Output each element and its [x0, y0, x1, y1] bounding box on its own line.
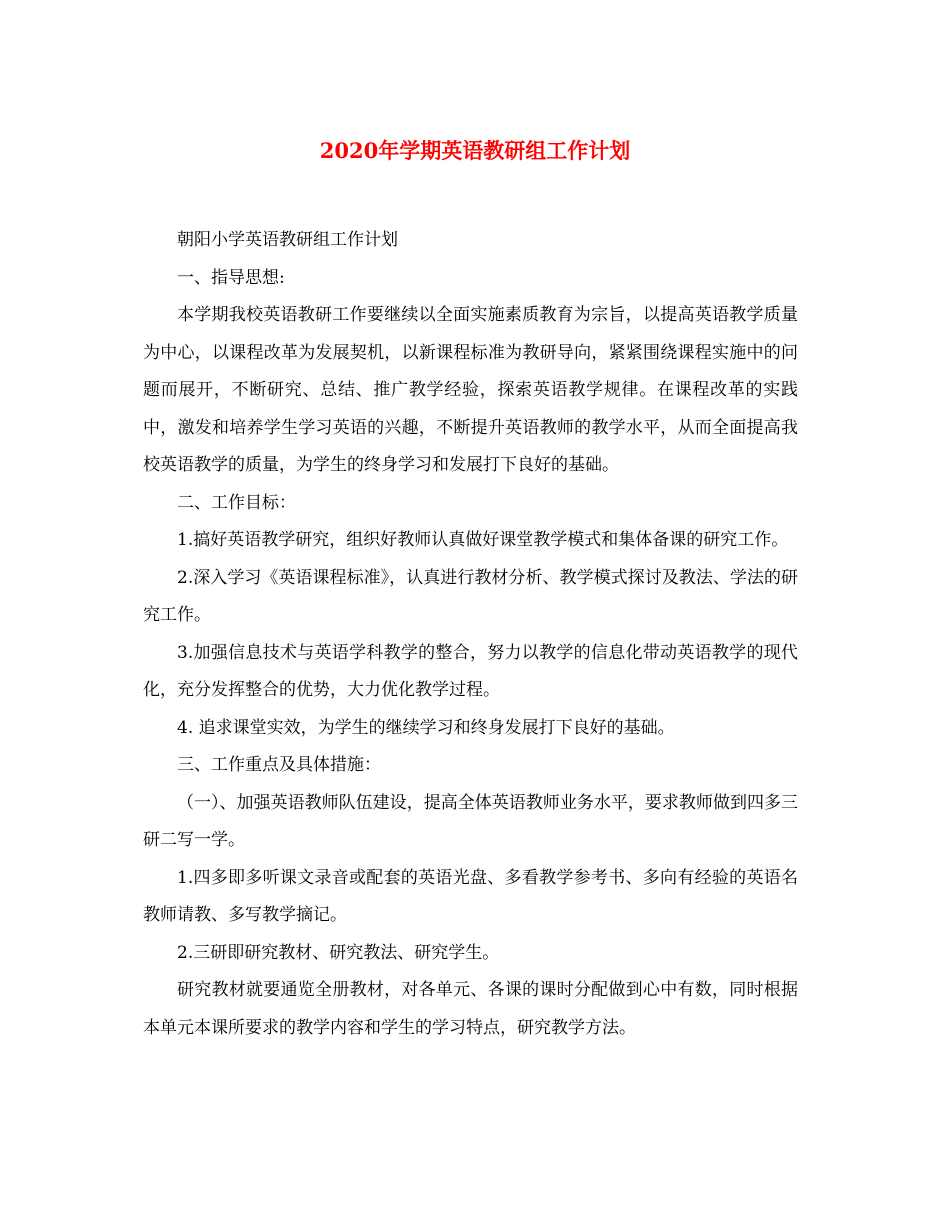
paragraph-guiding-thought-content: 本学期我校英语教研工作要继续以全面实施素质教育为宗旨，以提高英语教学质量为中心，以课程改革为发展契机，以新课程标准为教研导向，紧紧围绕课程实施中的问题而展开，不断研究、总结、推广教学经验，探索英语教学规律。在课程改革的实践中，激发和培养学生学习英语的兴趣，不断提升英语教师的教学水平，从而全面提高我校英语教学的质量，为学生的终身学习和发展打下良好的基础。 — [143, 305, 798, 475]
paragraph-goal-4: 4. 追求课堂实效，为学生的继续学习和终身发展打下良好的基础。 — [177, 717, 675, 738]
paragraph-research-materials: 研究教材就要通览全册教材，对各单元、各课的课时分配做到心中有数，同时根据本单元本课所要求的教学内容和学生的学习特点，研究教学方法。 — [143, 980, 798, 1038]
paragraph-measure-three-research: 2.三研即研究教材、研究教法、研究学生。 — [177, 942, 500, 963]
paragraph-goal-1: 1.搞好英语教学研究，组织好教师认真做好课堂教学模式和集体备课的研究工作。 — [177, 530, 789, 550]
paragraph-goal-2: 2.深入学习《英语课程标准》，认真进行教材分析、教学模式探讨及教法、学法的研究工作。 — [143, 567, 798, 625]
paragraph-section-work-goals: 二、工作目标： — [177, 492, 296, 513]
document-title: 2020年学期英语教研组工作计划 — [319, 138, 631, 163]
paragraph-school-plan-heading: 朝阳小学英语教研组工作计划 — [177, 230, 398, 250]
paragraph-section-key-measures: 三、工作重点及具体措施： — [177, 755, 381, 775]
paragraph-section-guiding-thought: 一、指导思想: — [177, 267, 285, 288]
paragraph-measure-teacher-team: （一）、加强英语教师队伍建设，提高全体英语教师业务水平，要求教师做到四多三研二写一学。 — [143, 792, 798, 850]
paragraph-goal-3: 3.加强信息技术与英语学科教学的整合，努力以教学的信息化带动英语教学的现代化，充分发挥整合的优势，大力优化教学过程。 — [143, 642, 798, 700]
document-body — [143, 222, 798, 1047]
paragraph-measure-four-more: 1.四多即多听课文录音或配套的英语光盘、多看教学参考书、多向有经验的英语名教师请教、多写教学摘记。 — [143, 867, 798, 925]
